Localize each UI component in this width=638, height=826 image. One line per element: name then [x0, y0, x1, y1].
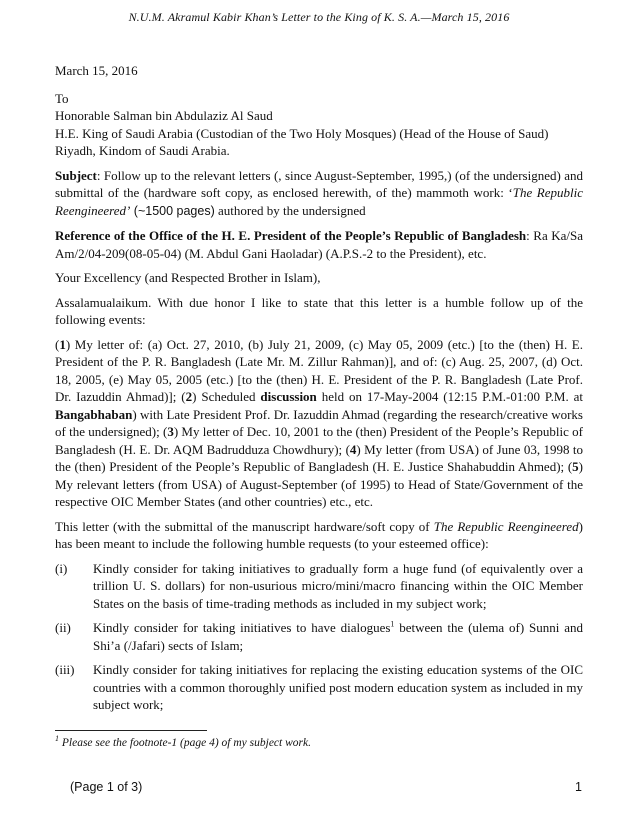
request-text-part: Kindly consider for taking initiatives to have dialogues	[93, 620, 391, 635]
subject-label: Subject	[55, 167, 97, 183]
footnote	[55, 734, 583, 749]
address-recipient: Honorable Salman bin Abdulaziz Al Saud	[55, 108, 273, 123]
subject-text-end: authored by the undersigned	[214, 202, 366, 218]
reference-paragraph	[55, 227, 583, 262]
page-number: 1	[575, 780, 582, 794]
request-text-part: between the (ulema of) Sunni and Shi’a (/Jafari) sects of Islam;	[93, 620, 583, 653]
footnote-number: 1	[55, 734, 59, 744]
subject-text: : Follow up to the relevant letters (, since August-September, 1995,) (of the undersigned) and submittal of the (hardware soft copy, as enclosed herewith, of the) mammoth work: ‘	[55, 167, 583, 200]
request-text: Kindly consider for taking initiatives for replacing the existing education systems of the OIC countries with a common thoroughly unified post modern education system as included in my subject work;	[93, 662, 583, 712]
request-number: (ii)	[55, 620, 71, 635]
events-paragraph: (1) My letter of: (a) Oct. 27, 2010, (b) July 21, 2009, (c) May 05, 2009 (etc.) [to the (then) H. E. President of the P. R. Bangladesh (Late Mr. M. Zillur Rahman)], and of: (c) Aug. 25, 2007, (d) Oct. 18, 2005, (e) May 05, 2005 (etc.) [to the (then) H. E. President of the P. R. Bangladesh (Late Prof. Dr. Iazuddin Ahmad)]; (2) Scheduled discussion held on 17-May-2004 (12:15 P.M.-01:00 P.M. at Bangabhaban) with Late President Prof. Dr. Iazuddin Ahmad (regarding the research/creative works of the undersigned); (3) My letter of Dec. 10, 2001 to the (then) President of the People’s Republic of Bangladesh (H. E. Dr. AQM Badrudduza Chowdhury); (4) My letter (from USA) of June 03, 1998 to the (then) President of the People’s Republic of Bangladesh (H. E. Justice Shahabuddin Ahmed); (5) My relevant letters (from USA) of August-September (of 1995) to Head of State/Government of the respective OIC Member States (and other countries) etc., etc.	[55, 336, 583, 509]
request-item	[55, 560, 583, 613]
event-text: ) My letter of Dec. 10, 2001 to the (then) President of the People’s Republic of Bangladesh (H. E. Dr. AQM Badrudduza Chowdhury); (	[55, 424, 583, 457]
intro-work-title: The Republic Reengineered	[433, 518, 579, 534]
event-number: 3	[167, 424, 174, 439]
event-text: ) Scheduled	[192, 389, 261, 404]
discussion-keyword: discussion	[260, 389, 317, 404]
event-text: ) My relevant letters (from USA) of August-September (of 1995) to Head of State/Government of the respective OIC Member States (and other countries) etc., etc.	[55, 459, 583, 509]
page-label: (Page 1 of 3)	[70, 780, 143, 794]
event-text: ) My letter (from USA) of June 03, 1998 to the (then) President of the People’s Republic of Bangladesh (H. E. Justice Shahabuddin Ahmed); (	[55, 441, 583, 474]
event-text: ) My letter of: (a) Oct. 27, 2010, (b) July 21, 2009, (c) May 05, 2009 (etc.) [to the (then) H. E. President of the P. R. Bangladesh (Late Mr. M. Zillur Rahman)], and of: (c) Aug. 25, 2007, (d) Oct. 18, 2005, (e) May 05, 2005 (etc.) [to the (then) H. E. President of the P. R. Bangladesh (Late Prof. Dr. Iazuddin Ahmad)]; (	[55, 336, 583, 404]
running-header: N.U.M. Akramul Kabir Khan’s Letter to the King of K. S. A.—March 15, 2016	[128, 10, 510, 24]
event-number: 4	[349, 441, 357, 457]
letter-body	[55, 62, 583, 721]
intro-text: This letter (with the submittal of the manuscript hardware/soft copy of	[55, 518, 434, 534]
event-text: held on 17-May-2004 (12:15 P.M.-01:00 P.M. at	[316, 389, 583, 404]
address-to: To	[55, 90, 69, 106]
intro-paragraph	[55, 518, 583, 553]
address-location: Riyadh, Kindom of Saudi Arabia.	[55, 143, 230, 158]
footnote-text: Please see the footnote-1 (page 4) of my subject work.	[59, 737, 311, 749]
opening-paragraph: Assalamualaikum. With due honor I like to state that this letter is a humble follow up of the following events:	[55, 294, 583, 327]
subject-page-count: (~1500 pages)	[130, 203, 215, 218]
subject-paragraph	[55, 167, 583, 221]
request-item	[55, 661, 583, 714]
reference-label: Reference of the Office of the H. E. President of the People’s Republic of Bangladesh	[55, 228, 527, 243]
event-number: 2	[185, 389, 193, 404]
request-item	[55, 619, 583, 654]
address-title: H.E. King of Saudi Arabia (Custodian of the Two Holy Mosques) (Head of the House of Saud)	[55, 125, 549, 141]
bangabhaban-keyword: Bangabhaban	[55, 406, 133, 422]
request-number: (iii)	[55, 662, 75, 677]
footnote-divider	[55, 730, 207, 731]
request-text	[93, 619, 583, 654]
event-text: ) with Late President Prof. Dr. Iazuddin Ahmad (regarding the research/creative works of the undersigned); (	[55, 406, 583, 439]
subject-work-title: The Republic Reengineered’	[55, 185, 583, 218]
letter-date: March 15, 2016	[55, 63, 138, 78]
event-number: 1	[59, 336, 66, 352]
request-text: Kindly consider for taking initiatives to gradually form a huge fund (of equivalently over a trillion U. S. dollars) for non-usurious micro/mini/macro financing within the OIC Member States on the basis of time-trading methods as included in my subject work;	[93, 560, 583, 611]
event-number: 5	[572, 459, 579, 474]
intro-text-end: ) has been meant to include the following humble requests (to your esteemed office):	[55, 518, 583, 551]
salutation: Your Excellency (and Respected Brother in Islam),	[55, 270, 321, 285]
request-number: (i)	[55, 560, 68, 576]
footnote-reference[interactable]: 1	[390, 619, 395, 629]
reference-text: : Ra Ka/Sa Am/2/04-209(08-05-04) (M. Abdul Gani Haoladar) (A.P.S.-2 to the President), etc.	[55, 228, 583, 261]
address-block	[55, 90, 583, 160]
